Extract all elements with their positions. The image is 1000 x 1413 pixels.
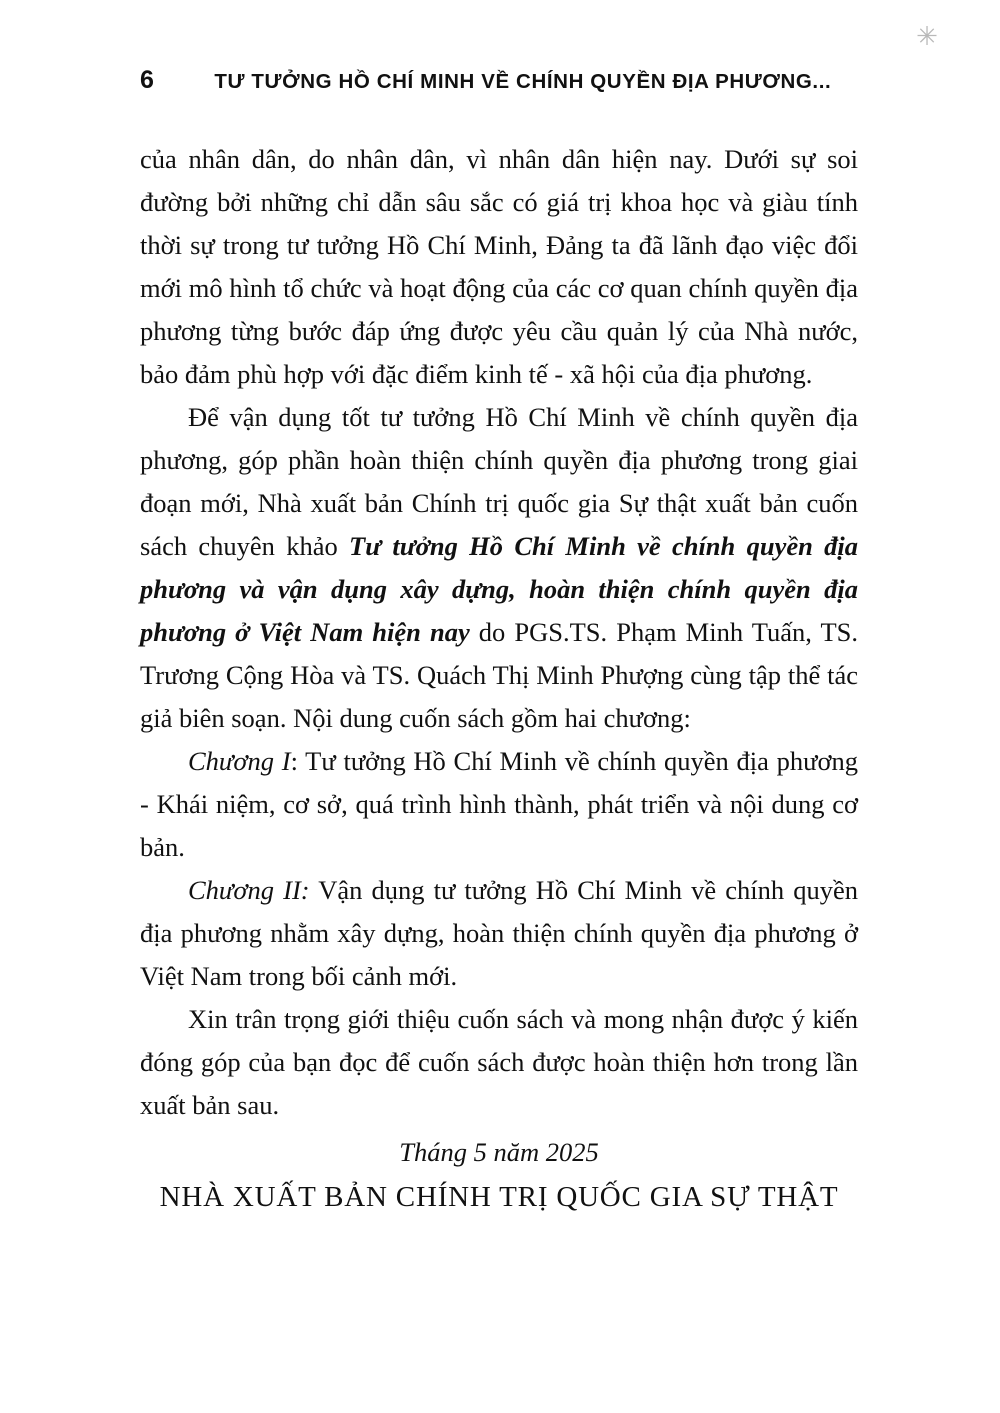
running-head [140,66,860,95]
page-number: 6 [140,66,155,94]
paragraph-book-intro-lead: Để vận dụng tốt tư tưởng Hồ Chí Minh về chính quyền địa phương, góp phần hoàn thiện chính quyền địa phương trong giai đoạn mới, Nhà xuất bản Chính trị quốc gia Sự thật xuất bản cuốn sách chuyên khảo [140,402,858,561]
running-head-title: TƯ TƯỞNG HỒ CHÍ MINH VỀ CHÍNH QUYỀN ĐỊA PHƯƠNG... [214,70,832,93]
paragraph-chapter-1 [140,740,858,869]
paragraph-book-intro-tail: do PGS.TS. Phạm Minh Tuấn, TS. Trương Cộng Hòa và TS. Quách Thị Minh Phượng cùng tập thể tác giả biên soạn. Nội dung cuốn sách gồm hai chương: [140,617,858,733]
paragraph-continuation: của nhân dân, do nhân dân, vì nhân dân hiện nay. Dưới sự soi đường bởi những chỉ dẫn sâu sắc có giá trị khoa học và giàu tính thời sự trong tư tưởng Hồ Chí Minh, Đảng ta đã lãnh đạo việc đổi mới mô hình tổ chức và hoạt động của các cơ quan chính quyền địa phương từng bước đáp ứng được yêu cầu quản lý của Nhà nước, bảo đảm phù hợp với đặc điểm kinh tế - xã hội của địa phương. [140,144,858,389]
chapter-1-label: Chương I [188,746,291,776]
signature-date: Tháng 5 năm 2025 [399,1137,599,1167]
signature-block [140,1130,858,1220]
ornament-icon: ✳ [916,22,938,51]
body-text [140,138,858,1127]
chapter-2-text: Vận dụng tư tưởng Hồ Chí Minh về chính quyền địa phương nhằm xây dựng, hoàn thiện chính quyền địa phương ở Việt Nam trong bối cảnh mới. [140,875,859,991]
paragraph-book-intro [140,396,858,740]
paragraph-closing: Xin trân trọng giới thiệu cuốn sách và mong nhận được ý kiến đóng góp của bạn đọc để cuốn sách được hoàn thiện hơn trong lần xuất bản sau. [140,1004,858,1120]
signature-publisher: NHÀ XUẤT BẢN CHÍNH TRỊ QUỐC GIA SỰ THẬT [159,1181,839,1213]
paragraph-chapter-2 [140,869,858,998]
book-title: Tư tưởng Hồ Chí Minh về chính quyền địa phương và vận dụng xây dựng, hoàn thiện chính quyền địa phương ở Việt Nam hiện nay [140,531,859,647]
chapter-1-text: : Tư tưởng Hồ Chí Minh về chính quyền địa phương - Khái niệm, cơ sở, quá trình hình thành, phát triển và nội dung cơ bản. [140,746,858,862]
chapter-2-label: Chương II: [188,875,310,905]
